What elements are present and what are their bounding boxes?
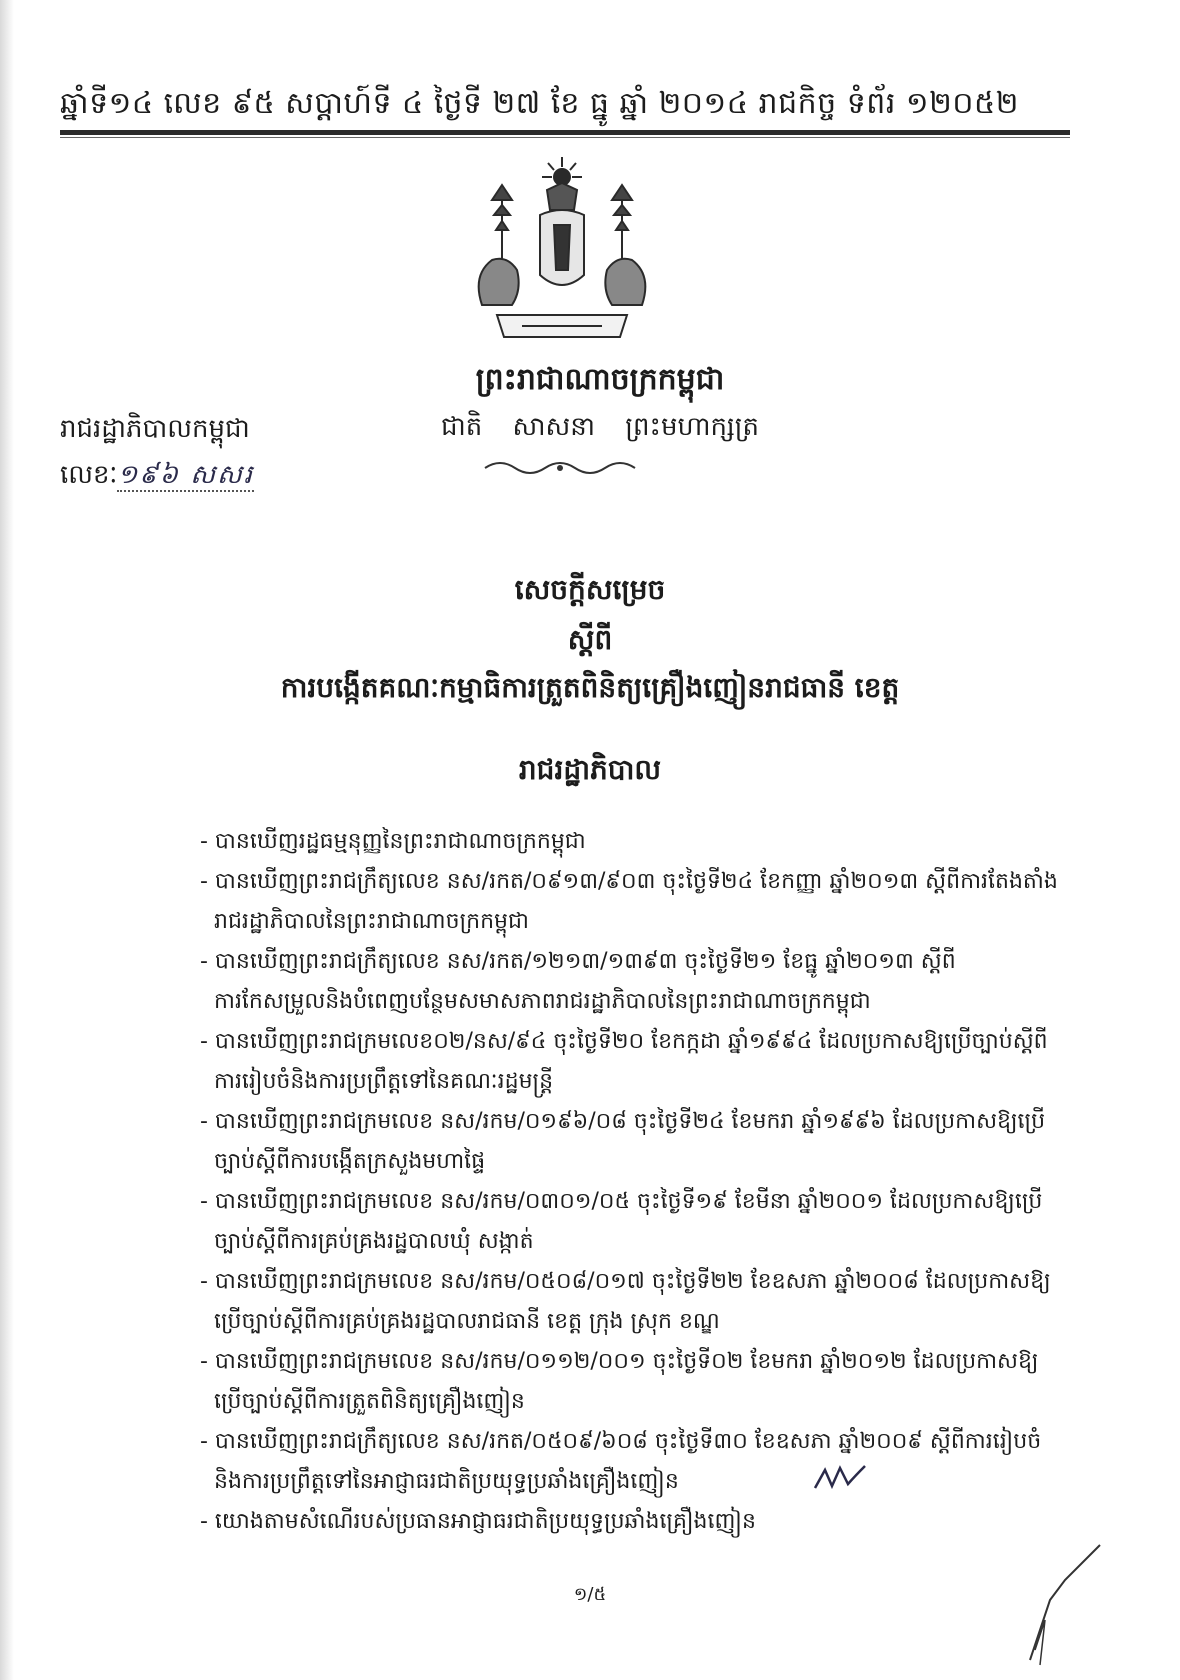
gazette-header: ឆ្នាំទី១៤ លេខ ៩៥ សប្តាហ៍ទី ៤ ថ្ងៃទី ២៧ ខែ ធ្នូ ឆ្នាំ ២០១៤ រាជកិច្ច ទំព័រ ១២០៥២ (60, 86, 1019, 121)
ornament-divider-icon (480, 458, 640, 478)
issuing-authority: រាជរដ្ឋាភិបាល (518, 753, 662, 786)
document-number (60, 458, 254, 496)
clause: - បានឃើញព្រះរាជក្រមលេខ នស/រកម/០១៩៦/០៨ ចុះថ្ងៃទី២៤ ខែមករា ឆ្នាំ១៩៩៦ ដែលប្រកាសឱ្យប្រើច្បាប់ស្តីពីការបង្កើតក្រសួងមហាផ្ទៃ (200, 1109, 1046, 1174)
preamble-clauses (200, 822, 1060, 1542)
signature-stroke-icon (1010, 1540, 1110, 1670)
document-type: សេចក្តីសម្រេច (514, 573, 666, 606)
clause: - បានឃើញព្រះរាជក្រឹត្យលេខ នស/រកត/១២១៣/១៣៩៣ ចុះថ្ងៃទី២១ ខែធ្នូ ឆ្នាំ២០១៣ ស្តីពីការកែសម្រួលនិងបំពេញបន្ថែមសមាសភាពរាជរដ្ឋាភិបាលនៃព្រះរាជាណាចក្រកម្ពុជា (200, 949, 956, 1014)
kingdom-title: ព្រះរាជាណាចក្រកម្ពុជា (475, 362, 725, 397)
clause: - បានឃើញព្រះរាជក្រមលេខ នស/រកម/០៣០១/០៥ ចុះថ្ងៃទី១៩ ខែមីនា ឆ្នាំ២០០១ ដែលប្រកាសឱ្យប្រើច្បាប់ស្តីពីការគ្រប់គ្រងរដ្ឋបាលឃុំ សង្កាត់ (200, 1189, 1043, 1254)
handwritten-initials-icon (810, 1458, 870, 1498)
clause: - បានឃើញរដ្ឋធម្មនុញ្ញនៃព្រះរាជាណាចក្រកម្ពុជា (200, 829, 586, 854)
national-motto: ជាតិ សាសនា ព្រះមហាក្សត្រ (441, 412, 759, 442)
clause: - បានឃើញព្រះរាជក្រមលេខ០២/នស/៩៤ ចុះថ្ងៃទី២០ ខែកក្កដា ឆ្នាំ១៩៩៤ ដែលប្រកាសឱ្យប្រើច្បាប់ស្តីពីការរៀបចំនិងការប្រព្រឹត្តទៅនៃគណៈរដ្ឋមន្ត្រី (200, 1029, 1048, 1094)
page-number: ១/៥ (573, 1584, 607, 1605)
scan-edge-shadow (0, 0, 14, 1680)
header-rule-thin (60, 137, 1070, 138)
clause: - បានឃើញព្រះរាជក្រឹត្យលេខ នស/រកត/០៥០៩/៦០៨ ចុះថ្ងៃទី៣០ ខែឧសភា ឆ្នាំ២០០៩ ស្តីពីការរៀបចំនិងការប្រព្រឹត្តទៅនៃអាជ្ញាធរជាតិប្រយុទ្ធប្រឆាំងគ្រឿងញៀន (200, 1429, 1042, 1494)
clause: - បានឃើញព្រះរាជក្រឹត្យលេខ នស/រកត/០៩១៣/៩០៣ ចុះថ្ងៃទី២៤ ខែកញ្ញា ឆ្នាំ២០១៣ ស្តីពីការតែងតាំងរាជរដ្ឋាភិបាលនៃព្រះរាជាណាចក្រកម្ពុជា (200, 869, 1058, 934)
clause: - យោងតាមសំណើរបស់ប្រធានអាជ្ញាធរជាតិប្រយុទ្ធប្រឆាំងគ្រឿងញៀន (200, 1509, 756, 1534)
document-subject: ការបង្កើតគណៈកម្មាធិការត្រួតពិនិត្យគ្រឿងញៀនរាជធានី ខេត្ត (280, 671, 900, 704)
header-rule (60, 130, 1070, 135)
clause: - បានឃើញព្រះរាជក្រមលេខ នស/រកម/០៥០៨/០១៧ ចុះថ្ងៃទី២២ ខែឧសភា ឆ្នាំ២០០៨ ដែលប្រកាសឱ្យប្រើច្បាប់ស្តីពីការគ្រប់គ្រងរដ្ឋបាលរាជធានី ខេត្ត ក្រុង ស្រុក ខណ្ឌ (200, 1269, 1051, 1334)
document-number-value: ១៩៦ សសរ (117, 460, 254, 490)
document-about: ស្តីពី (567, 623, 613, 656)
clause: - បានឃើញព្រះរាជក្រមលេខ នស/រកម/០១១២/០០១ ចុះថ្ងៃទី០២ ខែមករា ឆ្នាំ២០១២ ដែលប្រកាសឱ្យប្រើច្បាប់ស្តីពីការត្រួតពិនិត្យគ្រឿងញៀន (200, 1349, 1039, 1414)
document-number-label: លេខៈ (60, 460, 118, 490)
government-name: រាជរដ្ឋាភិបាលកម្ពុជា (60, 414, 250, 444)
royal-arms-emblem-icon (462, 155, 662, 345)
